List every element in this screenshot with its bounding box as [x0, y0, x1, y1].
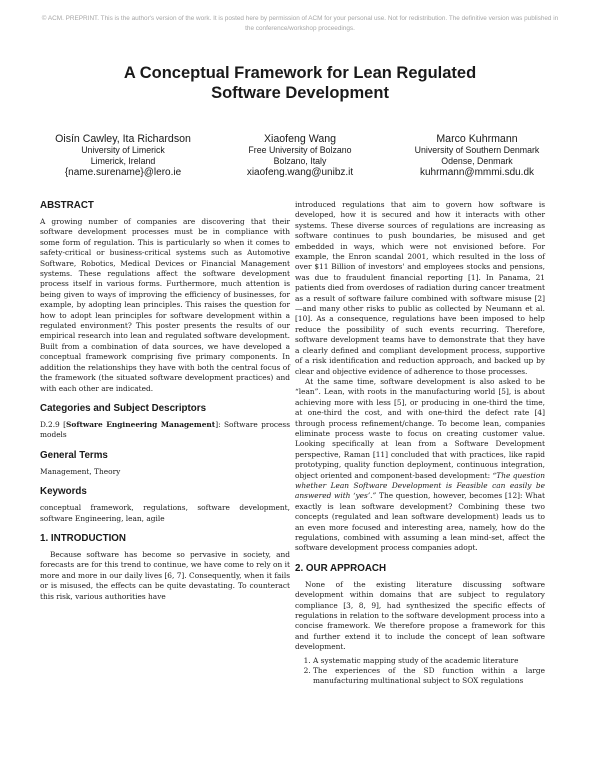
categories-code: D.2.9 [: [40, 419, 67, 429]
author-affiliation: University of Limerick: [81, 145, 165, 155]
right-column: [295, 200, 545, 687]
author-block: [40, 133, 560, 181]
keywords-text: conceptual framework, regulations, software development, software Engineering, lean, agile: [40, 503, 290, 523]
author-email: kuhrmann@mmmi.sdu.dk: [419, 167, 535, 178]
intro-paragraph-1: introduced regulations that aim to govern how software is developed, how it is secured and how it interacts with other systems. These diverse sources of regulations are increasing as software continues to push boundaries, be misused and get embedded in ways, which were not envisioned before. For example, the Enron scandal 2001, which resulted in the loss of over $11 Billion of investors' and employees stocks and pensions, was due to fraudulent financial reporting [1]. In Panama, 21 patients died from overdoses of radiation during cancer treatment as a result of software failure combined with software misuse [2]—and many other risks to public as collected by Neumann et al. [10]. As a consequence, regulations have been imposed to help reduce the possibility of such events recurring. Therefore, software development teams have to demonstrate that they have a clearly defined and compliant development process, supportive of a risk identification and reduction approach, and backed up by clear and objective evidence of adherence to those processes.: [295, 200, 545, 376]
title-line-1: A Conceptual Framework for Lean Regulated: [123, 64, 477, 82]
list-item: 2. The experiences of the SD function within a large manufacturing multinational subject to SOX regulations: [313, 666, 545, 687]
approach-text: None of the existing literature discussing software development within domains that are subject to regulatory compliance [3, 8, 9], had synthesized the specific effects of regulations in relation to the software development process into a concise framework. We therefore propose a framework for this and further extend it to include the concept of lean software development.: [295, 579, 545, 652]
author-name: Xiaofeng Wang: [263, 133, 337, 145]
author-email: xiaofeng.wang@unibz.it: [246, 167, 354, 178]
categories-bold: Software Engineering Management: [66, 419, 216, 429]
general-terms-heading: General Terms: [40, 449, 108, 461]
left-column: [40, 200, 290, 602]
author-location: Bolzano, Italy: [273, 156, 327, 166]
author-location: Limerick, Ireland: [90, 156, 156, 166]
p2-start: At the same time, software development is also asked to be “lean”. Lean, with roots in the manufacturing world [5], is about achieving more with less [5], or producing in one-third the time, at one-third the cost, and with one-third the defect rate [4] through process refinement/change. To become lean, companies eliminate process waste to focus on creating customer value. Looking specifically at lean from a Software Development perspective, Raman [11] concluded that with practices, like rapid prototyping, quality function deployment, continuous integration, object oriented and component-based development:: [295, 376, 545, 480]
author-1: [40, 133, 206, 179]
approach-heading: 2. OUR APPROACH: [295, 562, 387, 574]
author-affiliation: Free University of Bolzano: [248, 145, 352, 155]
categories-heading: Categories and Subject Descriptors: [40, 402, 207, 414]
categories-text: [40, 420, 290, 441]
paper-title: [40, 63, 560, 103]
copyright-notice: © ACM. PREPRINT. This is the author's version of the work. It is posted here by permission of ACM for your personal use. Not for redistribution. The definitive version was published in the conference/workshop proceedings.: [41, 15, 559, 32]
list-item: 1. A systematic mapping study of the academic literature: [313, 656, 545, 666]
introduction-heading: 1. INTRODUCTION: [40, 532, 126, 544]
author-email: {name.surename}@lero.ie: [64, 167, 182, 178]
author-3: [394, 133, 560, 179]
categories-rest: ]: Software process models: [40, 419, 290, 440]
abstract-text: A growing number of companies are discovering that their software development processes must be in compliance with some form of regulation. This is particularly so when it comes to safety-critical or business-critical systems such as Automotive Software, Robotics, Medical Devices or Financial Management systems. These regulations affect the software development process itself in various forms. Furthermore, much attention is being given to ways of improving the efficiency of businesses, for example, by adopting lean principles. This raises the question for how to adopt lean principles for software development within a regulated environment? This poster presents the results of our empirical research into lean and regulated software development. Built from a combination of data sources, we have developed a conceptual framework comprising five primary components. In addition the relationships they have with both the central focus of the framework (the situated software development practices) and with each other are indicated.: [40, 217, 290, 393]
general-terms-text: Management, Theory: [40, 466, 121, 476]
abstract-heading: ABSTRACT: [40, 200, 94, 211]
author-name: Oisín Cawley, Ita Richardson: [55, 133, 191, 145]
p2-end: The question, however, becomes [12]: What exactly is lean software development? Combining these two concepts (regulated and lean software development) leads us to an even more focused and interesting area, namely, how do the regulations, combined with assuming a lean mind-set, affect the software development process companies adopt.: [295, 491, 545, 553]
author-affiliation: University of Southern Denmark: [414, 145, 540, 155]
introduction-text: Because software has become so pervasive in society, and forecasts are for this trend to continue, we have come to rely on it more and more in our daily lives [6, 7]. Consequently, when it fails or is misused, the effects can be quite devastating. To counteract this risk, various authorities have: [40, 549, 290, 601]
intro-paragraph-2: [295, 377, 545, 554]
source-list: [295, 656, 545, 687]
title-line-2: Software Development: [211, 84, 389, 102]
author-name: Marco Kuhrmann: [436, 133, 518, 145]
author-location: Odense, Denmark: [441, 156, 513, 166]
p2-quote: “The question whether Lean Software Development is Feasible can easily be answered with ‘yes’.”: [295, 470, 545, 501]
keywords-heading: Keywords: [40, 486, 87, 498]
author-2: [220, 133, 380, 179]
